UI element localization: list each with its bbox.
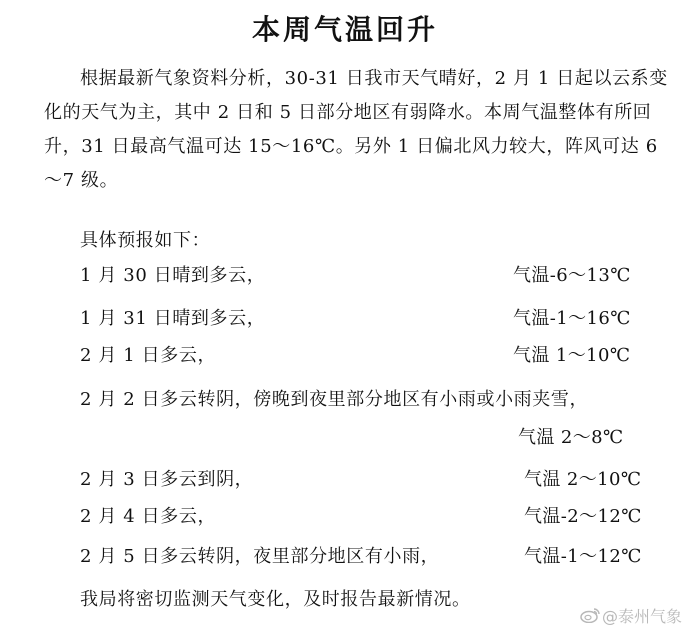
forecast-day-7: 2 月 5 日多云转阴，夜里部分地区有小雨， (80, 546, 440, 567)
forecast-day-1: 1 月 30 日晴到多云， (80, 265, 266, 286)
forecast-day-3: 2 月 1 日多云， (80, 345, 217, 366)
forecast-temp-1: 气温-6～13℃ (513, 265, 631, 286)
intro-paragraph: 根据最新气象资料分析，30-31 日我市天气晴好，2 月 1 日起以云系变化的天气为主，其中 2 日和 5 日部分地区有弱降水。本周气温整体有所回升，31 日最高气温可达 15～16℃。另外 1 日偏北风力较大，阵风可达 6～7 级。 (44, 68, 668, 191)
forecast-temp-5: 气温 2～10℃ (524, 469, 642, 490)
forecast-temp-6: 气温-2～12℃ (524, 506, 642, 527)
watermark-text: @泰州气象 (601, 606, 682, 626)
forecast-temp-7: 气温-1～12℃ (524, 546, 642, 567)
weibo-logo-icon (580, 607, 600, 627)
forecast-day-2: 1 月 31 日晴到多云， (80, 308, 266, 329)
forecast-heading: 具体预报如下： (80, 230, 211, 251)
forecast-temp-3: 气温 1～10℃ (513, 345, 631, 366)
forecast-day-4: 2 月 2 日多云转阴，傍晚到夜里部分地区有小雨或小雨夹雪， (80, 389, 589, 410)
watermark (580, 604, 682, 628)
forecast-temp-2: 气温-1～16℃ (513, 308, 631, 329)
forecast-day-5: 2 月 3 日多云到阴， (80, 469, 254, 490)
closing-statement: 我局将密切监测天气变化，及时报告最新情况。 (80, 589, 471, 610)
forecast-day-6: 2 月 4 日多云， (80, 506, 217, 527)
forecast-temp-4: 气温 2～8℃ (518, 427, 624, 448)
page-title: 本周气温回升 (251, 13, 438, 46)
